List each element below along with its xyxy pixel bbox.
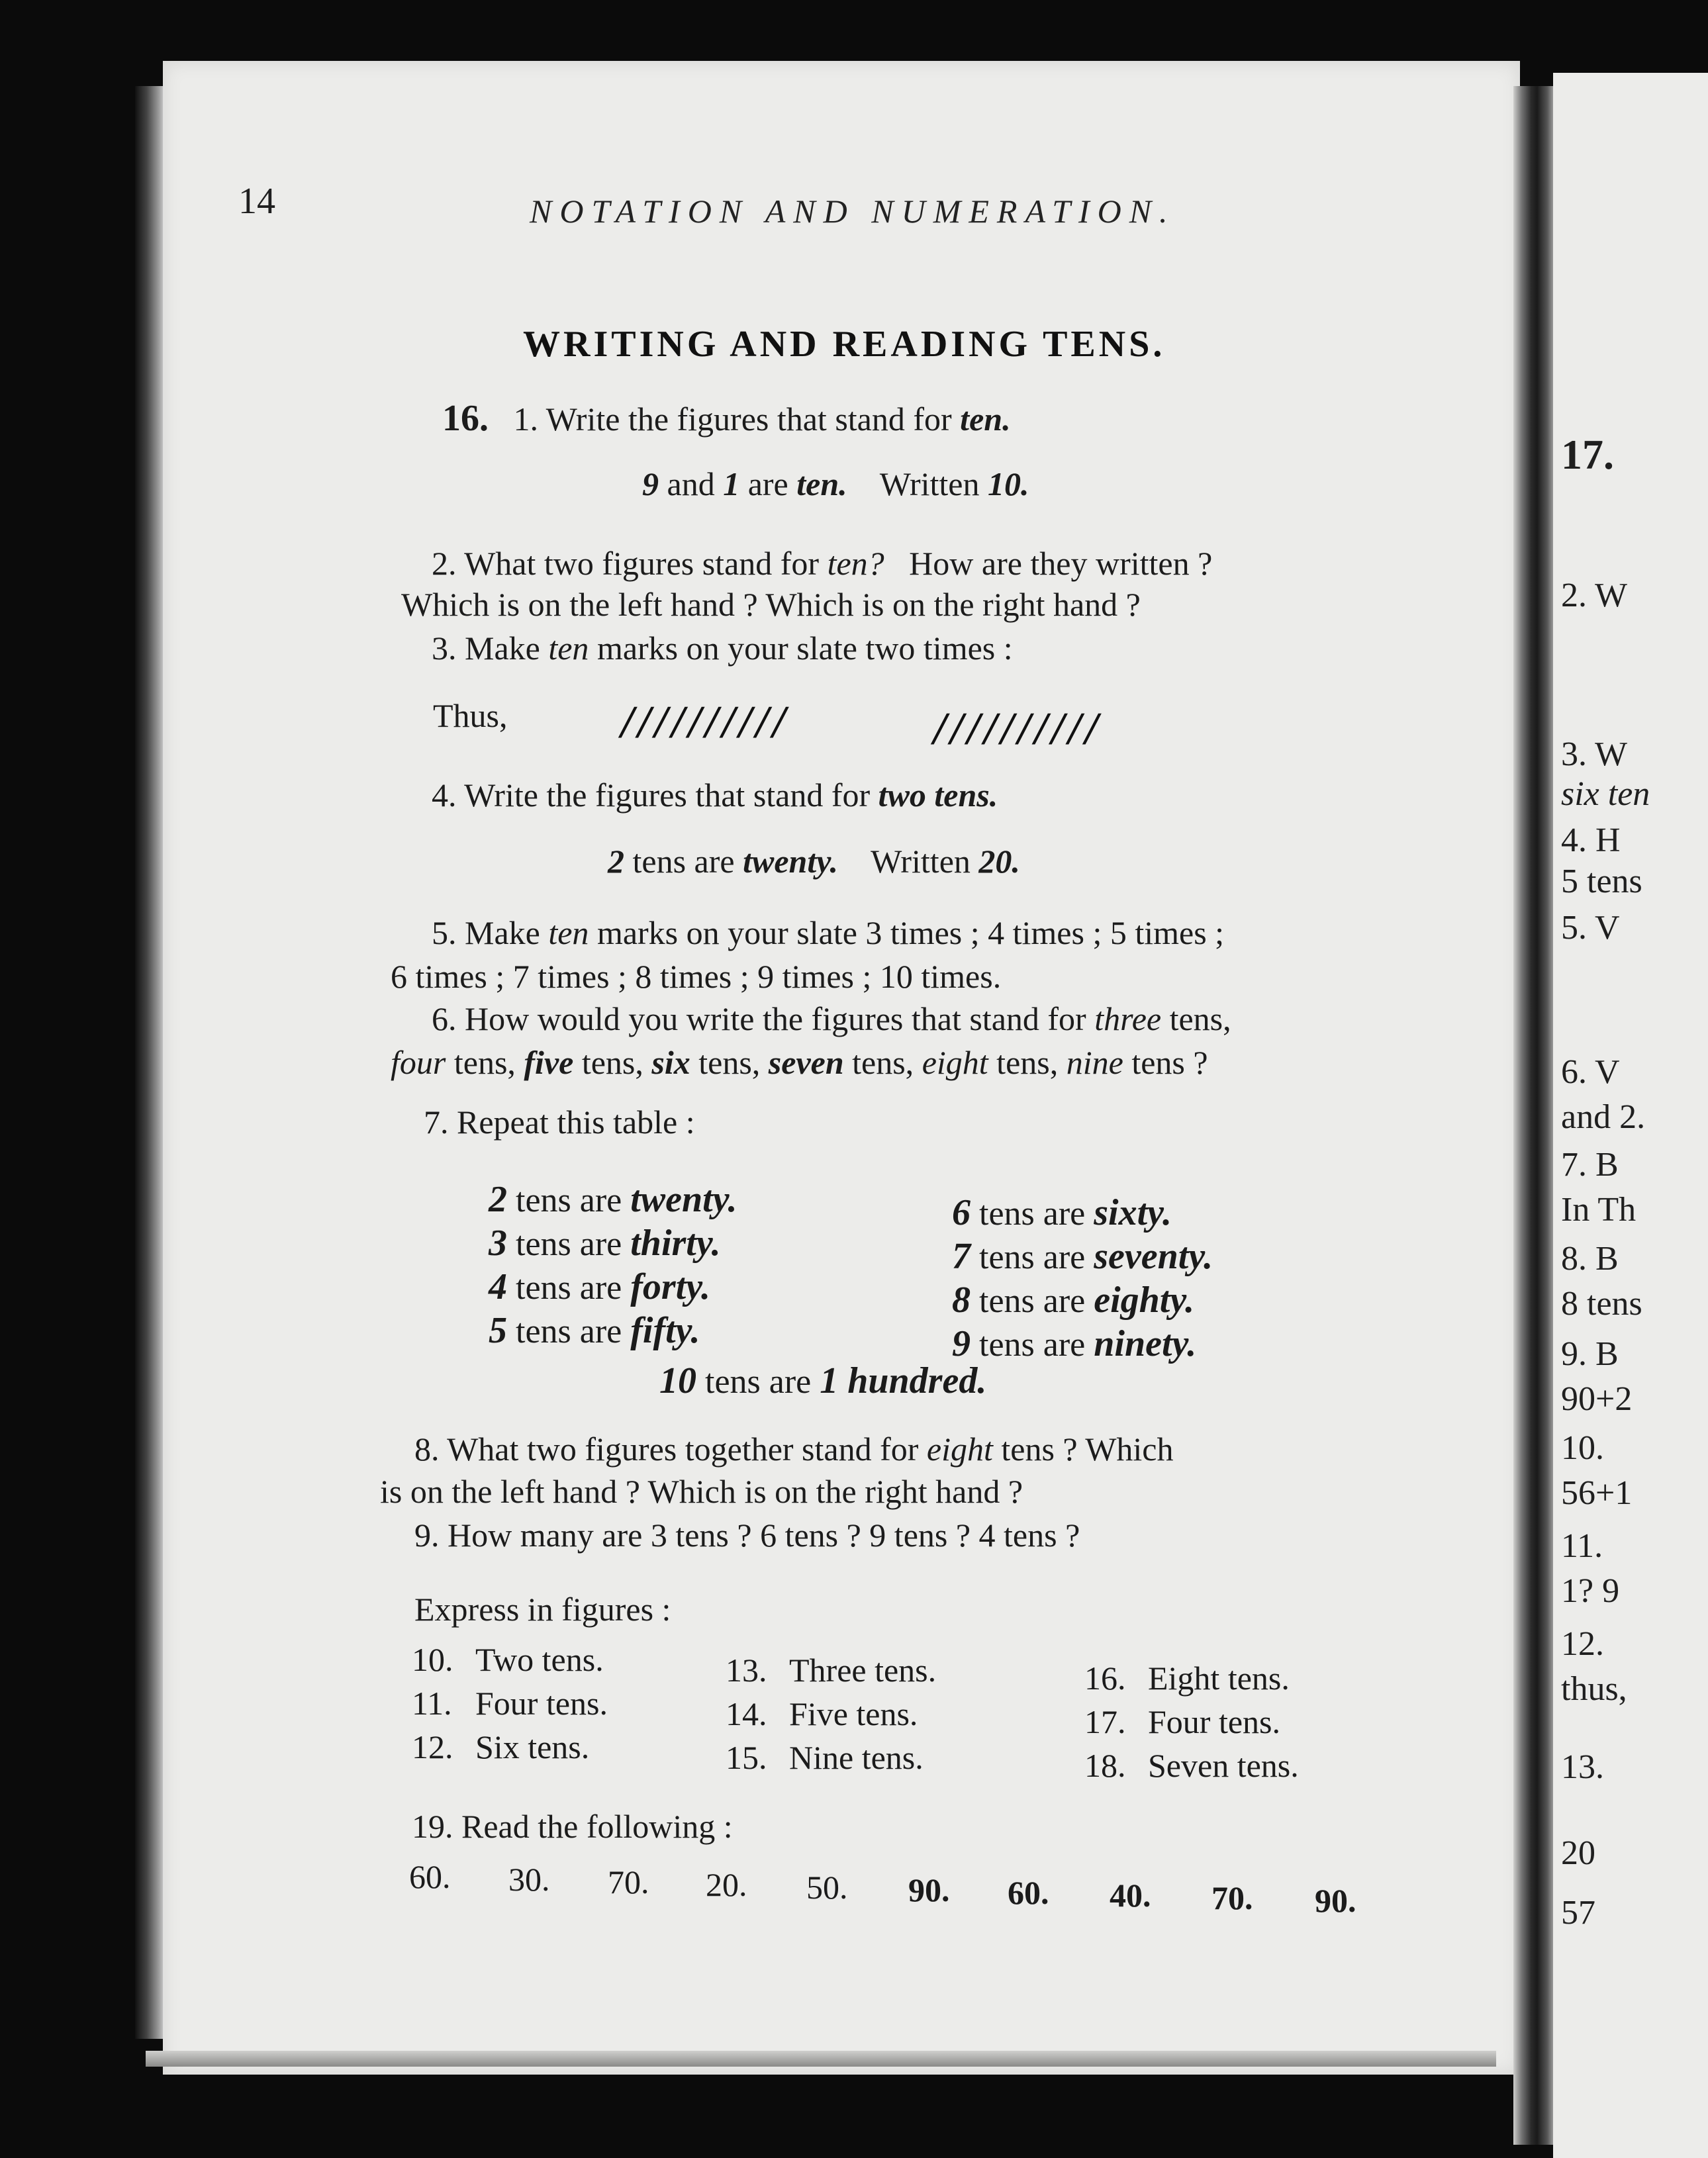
table-figure: 2 bbox=[489, 1179, 507, 1220]
item-text: Four tens. bbox=[1148, 1703, 1280, 1740]
facing-fragment: 13. bbox=[1561, 1748, 1604, 1786]
emphasis: eight bbox=[922, 1044, 988, 1081]
facing-fragment: 56+1 bbox=[1561, 1474, 1633, 1512]
facing-fragment: 3. W bbox=[1561, 735, 1628, 773]
table-figure: 7 bbox=[952, 1236, 971, 1277]
figure: 1 bbox=[723, 465, 740, 502]
facing-fragment: 7. B bbox=[1561, 1146, 1619, 1184]
item-text: Write the figures that stand for bbox=[546, 400, 952, 438]
emphasis: ten bbox=[548, 914, 589, 951]
text: tens, bbox=[988, 1044, 1067, 1081]
word: Written bbox=[871, 843, 971, 880]
text: tens, bbox=[843, 1044, 922, 1081]
table-row bbox=[952, 1192, 1172, 1234]
item-number: 10. bbox=[412, 1641, 453, 1678]
exercise-number: 16. bbox=[442, 398, 489, 439]
word: are bbox=[747, 465, 788, 502]
section-title: WRITING AND READING TENS. bbox=[523, 324, 1166, 365]
table-figure: 9 bbox=[952, 1323, 971, 1364]
table-text: tens are bbox=[979, 1326, 1086, 1364]
facing-fragment: 4. H bbox=[1561, 821, 1621, 859]
read-number: 60. bbox=[1008, 1874, 1049, 1911]
facing-fragment: 2. W bbox=[1561, 577, 1628, 614]
express-item bbox=[726, 1738, 924, 1777]
text: 3. Make bbox=[432, 630, 540, 667]
table-figure: 10 bbox=[659, 1360, 696, 1401]
item-2-line-1 bbox=[432, 544, 1212, 583]
facing-page bbox=[1553, 73, 1708, 2158]
text: tens ? Which bbox=[1001, 1431, 1174, 1468]
table-word: thirty. bbox=[630, 1223, 721, 1264]
table-text: tens are bbox=[516, 1182, 622, 1219]
text: tens are bbox=[632, 843, 735, 880]
item-number: 12. bbox=[412, 1728, 453, 1765]
table-word: eighty. bbox=[1094, 1280, 1195, 1321]
read-number: 50. bbox=[806, 1869, 848, 1906]
item-text: Eight tens. bbox=[1148, 1660, 1290, 1697]
table-text: tens are bbox=[705, 1363, 812, 1401]
text: tens, bbox=[1169, 1000, 1231, 1037]
express-item bbox=[1084, 1746, 1299, 1785]
read-number: 90. bbox=[1315, 1882, 1356, 1919]
figure: 20. bbox=[978, 843, 1020, 880]
item-number: 17. bbox=[1084, 1703, 1126, 1740]
text: tens, bbox=[573, 1044, 652, 1081]
table-figure: 3 bbox=[489, 1223, 507, 1264]
table-figure: 4 bbox=[489, 1266, 507, 1307]
figure: 2 bbox=[608, 843, 624, 880]
item-number: 1. bbox=[513, 400, 538, 438]
emphasis: nine bbox=[1066, 1044, 1123, 1081]
item-number: 11. bbox=[412, 1685, 452, 1722]
text: 5. Make bbox=[432, 914, 540, 951]
facing-fragment: 8 tens bbox=[1561, 1285, 1642, 1323]
item-7: 7. Repeat this table : bbox=[424, 1103, 695, 1141]
read-number: 20. bbox=[706, 1866, 747, 1903]
facing-fragment: 10. bbox=[1561, 1429, 1604, 1467]
page-bottom-edge bbox=[146, 2051, 1496, 2067]
table-word: ninety. bbox=[1094, 1323, 1197, 1364]
text: marks on your slate 3 times ; 4 times ; 5 times ; bbox=[596, 914, 1225, 951]
item-4 bbox=[432, 776, 998, 814]
table-text: tens are bbox=[979, 1195, 1086, 1233]
table-figure: 8 bbox=[952, 1280, 971, 1321]
table-text: tens are bbox=[516, 1313, 622, 1350]
facing-fragment: 12. bbox=[1561, 1625, 1604, 1663]
emphasis: ten bbox=[548, 630, 589, 667]
item-text: Three tens. bbox=[789, 1652, 937, 1689]
table-row-final bbox=[659, 1360, 986, 1402]
figure: 10. bbox=[987, 465, 1029, 502]
example-twenty bbox=[608, 842, 1020, 880]
facing-fragment: 17. bbox=[1561, 431, 1614, 478]
express-item bbox=[412, 1684, 608, 1722]
table-word: fifty. bbox=[630, 1310, 700, 1351]
emphasis: twenty. bbox=[743, 843, 839, 880]
facing-fragment: 5. V bbox=[1561, 909, 1620, 947]
item-text: Four tens. bbox=[475, 1685, 608, 1722]
text: How are they written ? bbox=[909, 545, 1213, 582]
item-emphasis: ten. bbox=[960, 400, 1011, 438]
table-word: forty. bbox=[630, 1266, 711, 1307]
emphasis: four bbox=[391, 1044, 446, 1081]
table-figure: 6 bbox=[952, 1192, 971, 1233]
express-item bbox=[1084, 1659, 1290, 1697]
read-number: 70. bbox=[1211, 1879, 1253, 1916]
express-item bbox=[412, 1640, 604, 1679]
emphasis: six bbox=[651, 1044, 690, 1081]
text: tens ? bbox=[1123, 1044, 1208, 1081]
table-text: tens are bbox=[516, 1225, 622, 1263]
text: 6. How would you write the figures that stand for bbox=[432, 1000, 1086, 1037]
table-row bbox=[489, 1309, 700, 1352]
item-19: 19. Read the following : bbox=[412, 1808, 733, 1845]
facing-fragment: 1? 9 bbox=[1561, 1572, 1620, 1610]
table-text: tens are bbox=[979, 1282, 1086, 1320]
table-row bbox=[489, 1178, 737, 1221]
item-9: 9. How many are 3 tens ? 6 tens ? 9 tens ? 4 tens ? bbox=[414, 1517, 1080, 1554]
read-number: 90. bbox=[908, 1871, 950, 1908]
item-3 bbox=[432, 629, 1013, 667]
word: Written bbox=[879, 465, 980, 502]
facing-fragment: 6. V bbox=[1561, 1053, 1620, 1091]
item-5-line-2: 6 times ; 7 times ; 8 times ; 9 times ; 10 times. bbox=[391, 958, 1002, 995]
table-row bbox=[489, 1266, 710, 1308]
example-ten bbox=[642, 465, 1029, 503]
item-5-line-1 bbox=[432, 914, 1224, 952]
word: and bbox=[667, 465, 715, 502]
table-word: seventy. bbox=[1094, 1236, 1213, 1277]
item-8-line-2: is on the left hand ? Which is on the right hand ? bbox=[380, 1473, 1023, 1510]
page-number: 14 bbox=[238, 181, 275, 222]
table-figure: 5 bbox=[489, 1310, 507, 1351]
facing-fragment: 5 tens bbox=[1561, 863, 1642, 900]
item-number: 13. bbox=[726, 1652, 767, 1689]
table-row bbox=[952, 1235, 1213, 1278]
facing-fragment: In Th bbox=[1561, 1191, 1637, 1229]
table-word: sixty. bbox=[1094, 1192, 1172, 1233]
facing-fragment: 11. bbox=[1561, 1527, 1603, 1565]
express-label: Express in figures : bbox=[414, 1591, 671, 1628]
item-text: Seven tens. bbox=[1148, 1747, 1299, 1784]
exercise-16-item-1 bbox=[442, 397, 1011, 440]
item-text: Five tens. bbox=[789, 1695, 918, 1732]
item-number: 15. bbox=[726, 1739, 767, 1776]
tally-marks-2: ////////// bbox=[933, 704, 1102, 755]
facing-fragment: thus, bbox=[1561, 1670, 1627, 1708]
item-text: Nine tens. bbox=[789, 1739, 924, 1776]
facing-fragment: 57 bbox=[1561, 1894, 1595, 1932]
read-number: 40. bbox=[1110, 1877, 1151, 1914]
express-item bbox=[726, 1651, 936, 1689]
emphasis: ten. bbox=[796, 465, 847, 502]
express-item bbox=[412, 1728, 589, 1766]
text: tens, bbox=[690, 1044, 769, 1081]
thus-label: Thus, bbox=[433, 697, 508, 734]
item-6-line-1 bbox=[432, 1000, 1231, 1038]
running-title: NOTATION AND NUMERATION. bbox=[530, 193, 1176, 230]
facing-fragment: 8. B bbox=[1561, 1240, 1619, 1278]
read-number: 60. bbox=[409, 1858, 451, 1895]
table-row bbox=[489, 1222, 721, 1264]
page-left-edge bbox=[135, 86, 164, 2039]
table-text: tens are bbox=[979, 1239, 1086, 1276]
item-text: Six tens. bbox=[475, 1728, 590, 1765]
read-number: 70. bbox=[608, 1863, 649, 1900]
item-6-line-2 bbox=[391, 1043, 1208, 1082]
item-2-line-2: Which is on the left hand ? Which is on the right hand ? bbox=[401, 586, 1141, 623]
table-text: tens are bbox=[516, 1269, 622, 1307]
emphasis: three bbox=[1094, 1000, 1162, 1037]
facing-fragment: 9. B bbox=[1561, 1335, 1619, 1373]
facing-fragment: 90+2 bbox=[1561, 1380, 1633, 1418]
facing-fragment: 20 bbox=[1561, 1834, 1595, 1872]
item-text: Two tens. bbox=[475, 1641, 604, 1678]
read-number: 30. bbox=[508, 1861, 550, 1898]
table-row bbox=[952, 1279, 1194, 1321]
text: 8. What two figures together stand for bbox=[414, 1431, 919, 1468]
text: marks on your slate two times : bbox=[596, 630, 1013, 667]
table-word: 1 hundred. bbox=[820, 1360, 987, 1401]
item-number: 14. bbox=[726, 1695, 767, 1732]
item-8-line-1 bbox=[414, 1430, 1173, 1468]
figure: 9 bbox=[642, 465, 659, 502]
book-gutter bbox=[1513, 86, 1553, 2145]
text: tens, bbox=[446, 1044, 524, 1081]
item-number: 16. bbox=[1084, 1660, 1126, 1697]
facing-fragment: six ten bbox=[1561, 775, 1650, 813]
express-item bbox=[726, 1695, 918, 1733]
facing-fragment: and 2. bbox=[1561, 1098, 1646, 1136]
tally-marks-1: ////////// bbox=[621, 697, 790, 748]
emphasis: seven bbox=[768, 1044, 844, 1081]
text: 4. Write the figures that stand for bbox=[432, 776, 871, 814]
emphasis: five bbox=[524, 1044, 574, 1081]
item-number: 18. bbox=[1084, 1747, 1126, 1784]
express-item bbox=[1084, 1703, 1280, 1741]
emphasis: two tens. bbox=[878, 776, 998, 814]
table-word: twenty. bbox=[630, 1179, 737, 1220]
table-row bbox=[952, 1323, 1196, 1365]
emphasis: eight bbox=[926, 1431, 993, 1468]
emphasis: ten? bbox=[827, 545, 884, 582]
text: 2. What two figures stand for bbox=[432, 545, 820, 582]
